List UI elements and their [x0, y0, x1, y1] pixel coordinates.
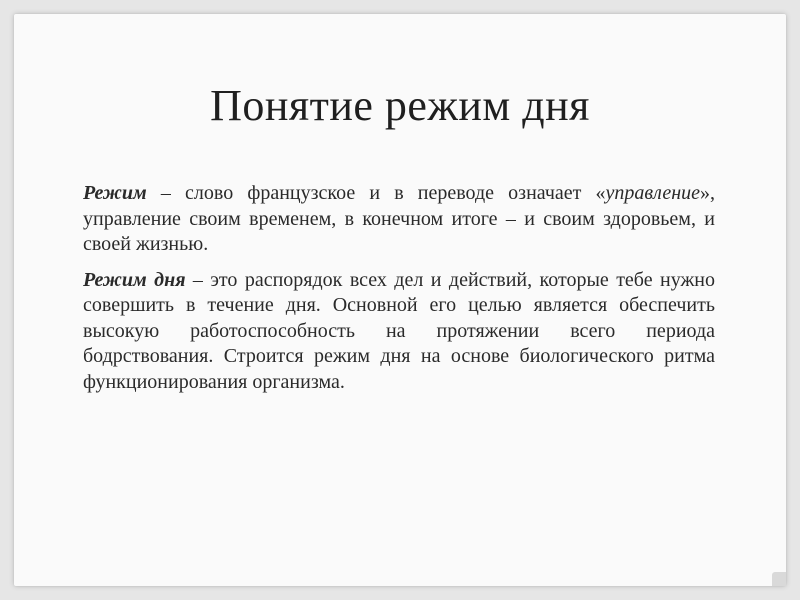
- slide-title: Понятие режим дня: [210, 81, 590, 130]
- paragraph-regime-definition: [83, 181, 715, 258]
- corner-accent: [772, 572, 786, 586]
- paragraph-text: – слово французское и в переводе означает «: [146, 182, 606, 204]
- term-daily-regime: Режим дня: [83, 268, 186, 291]
- paragraph-daily-regime-definition: [83, 268, 715, 396]
- paragraph-text: », управление своим временем, в конечном итоге – и своим здоровьем, и своей жизнью.: [83, 182, 715, 255]
- emphasis-upravlenie: управление: [605, 182, 700, 204]
- paragraph-text: – это распорядок всех дел и действий, которые тебе нужно совершить в течение дня. Основной его целью является обеспечить высокую работоспособность на протяжении всего периода бодрствования. Строится режим дня на основе биологического ритма функционирования организма.: [83, 268, 715, 393]
- slide-body: [83, 181, 715, 395]
- term-regime: Режим: [83, 182, 147, 204]
